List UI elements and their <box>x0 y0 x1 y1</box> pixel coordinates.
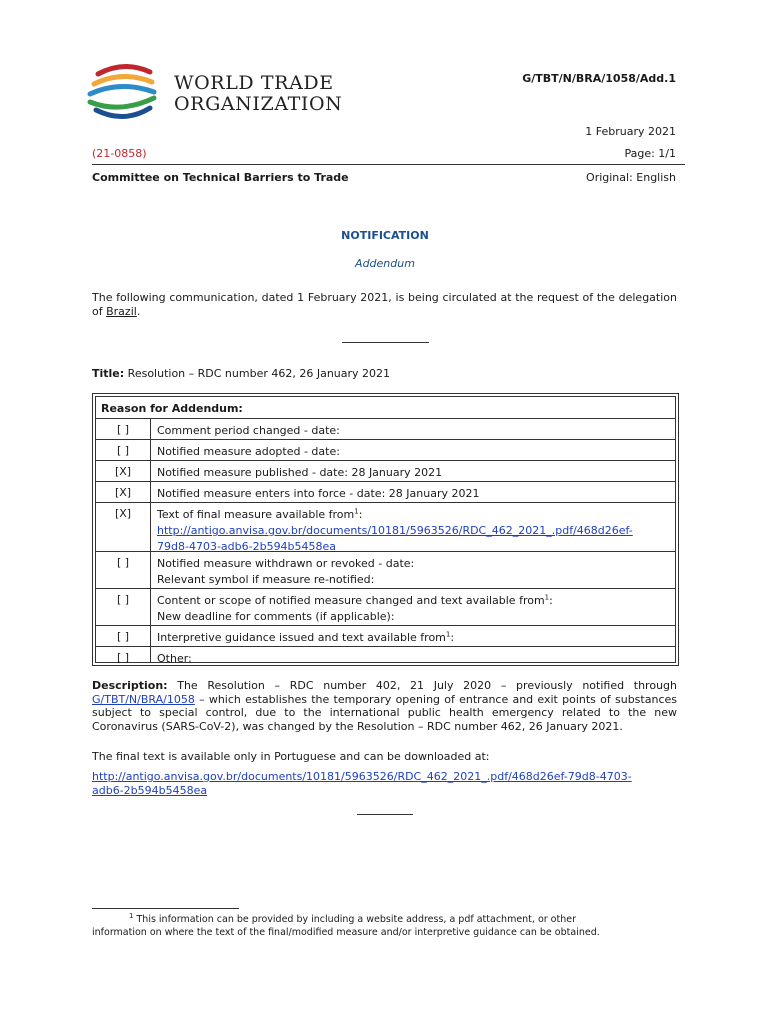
checkbox-mark: [ ] <box>96 440 151 460</box>
footnote-ref: 1 <box>544 593 550 602</box>
document-date: 1 February 2021 <box>585 125 676 138</box>
intro-text: The following communication, dated 1 February 2021, is being circulated at the request of the delegation of <box>92 291 677 318</box>
table-row <box>96 418 675 439</box>
addendum-subheading: Addendum <box>355 257 415 270</box>
row-text-line1: Text of final measure available from <box>157 508 355 521</box>
table-row <box>96 588 675 625</box>
footnote-line1: This information can be provided by including a website address, a pdf attachment, or other <box>133 914 576 925</box>
footnote-number: 1 <box>129 911 134 920</box>
checkbox-mark: [ ] <box>96 589 151 625</box>
row-text-line1: Content or scope of notified measure changed and text available from <box>157 594 545 607</box>
final-text-note: The final text is available only in Portuguese and can be downloaded at: <box>92 750 490 763</box>
intro-paragraph <box>92 291 677 318</box>
reference-number: (21-0858) <box>92 147 147 160</box>
row-text-end: : <box>358 508 363 521</box>
header-divider <box>92 164 685 165</box>
document-symbol: G/TBT/N/BRA/1058/Add.1 <box>522 72 676 85</box>
final-measure-link[interactable]: http://antigo.anvisa.gov.br/documents/10181/5963526/RDC_462_2021_.pdf/468d26ef- <box>157 524 633 537</box>
title-label: Title: <box>92 367 125 380</box>
footnote-rule <box>92 908 239 909</box>
row-text: Notified measure adopted - date: <box>157 445 340 458</box>
footnote-line2: information on where the text of the final/modified measure and/or interpretive guidance can be obtained. <box>92 927 600 938</box>
reason-header: Reason for Addendum: <box>101 402 243 415</box>
row-text <box>157 507 669 555</box>
table-row <box>96 551 675 588</box>
page-number: Page: 1/1 <box>624 147 676 160</box>
intro-text-end: . <box>136 304 141 318</box>
original-language: Original: English <box>586 171 676 184</box>
footnote <box>92 913 600 939</box>
logo-line1: WORLD TRADE <box>174 72 334 94</box>
row-text <box>157 630 669 646</box>
checkbox-mark: [X] <box>96 503 151 551</box>
row-text: Comment period changed - date: <box>157 424 340 437</box>
title-value: Resolution – RDC number 462, 26 January 2021 <box>124 367 391 380</box>
row-text-end: : <box>450 631 455 644</box>
reason-table <box>92 393 679 666</box>
checkbox-mark: [ ] <box>96 552 151 588</box>
notification-heading: NOTIFICATION <box>341 229 429 242</box>
row-text: Other: <box>157 652 192 665</box>
committee-name: Committee on Technical Barriers to Trade <box>92 171 349 184</box>
row-text <box>157 593 669 625</box>
description-text-cont: – which establishes the temporary opening of entrance and exit points of substances subject to special control, due to the international public health emergency related to the new Coronavirus (SARS-CoV-2), was changed by the Resolution – RDC number 462, 26 January 2021. <box>92 692 677 733</box>
checkbox-mark: [ ] <box>96 626 151 646</box>
intro-country: Brazil <box>106 304 137 318</box>
description-text: The Resolution – RDC number 402, 21 July 2020 – previously notified through <box>167 679 677 692</box>
measure-title <box>92 367 390 380</box>
download-link[interactable] <box>92 770 632 798</box>
footnote-ref: 1 <box>445 630 451 639</box>
table-row <box>96 646 675 665</box>
row-text: Notified measure published - date: 28 January 2021 <box>157 466 443 479</box>
row-text: Notified measure enters into force - date: 28 January 2021 <box>157 487 480 500</box>
table-row <box>96 502 675 551</box>
separator-line <box>342 342 429 343</box>
wto-logo <box>84 58 344 128</box>
logo-line2: ORGANIZATION <box>174 93 343 115</box>
download-url-line1[interactable]: http://antigo.anvisa.gov.br/documents/10181/5963526/RDC_462_2021_.pdf/468d26ef-79d8-4703- <box>92 770 632 783</box>
row-text-line2: Relevant symbol if measure re-notified: <box>157 573 375 586</box>
table-row <box>96 481 675 502</box>
checkbox-mark: [ ] <box>96 419 151 439</box>
table-row <box>96 460 675 481</box>
checkbox-mark: [X] <box>96 482 151 502</box>
final-measure-link-cont[interactable]: 79d8-4703-adb6-2b594b5458ea <box>157 540 337 553</box>
table-row <box>96 439 675 460</box>
table-row <box>96 625 675 646</box>
checkbox-mark: [ ] <box>96 647 151 662</box>
row-text <box>157 556 669 588</box>
row-text-end: : <box>549 594 553 607</box>
description-label: Description: <box>92 679 168 692</box>
row-text-line2: New deadline for comments (if applicable): <box>157 610 395 623</box>
row-text-line1: Notified measure withdrawn or revoked - date: <box>157 557 415 570</box>
wto-emblem-icon <box>84 58 164 128</box>
reason-table-inner <box>95 396 676 663</box>
download-url-line2[interactable]: adb6-2b594b5458ea <box>92 784 208 797</box>
checkbox-mark: [X] <box>96 461 151 481</box>
notification-link[interactable]: G/TBT/N/BRA/1058 <box>92 692 195 706</box>
end-separator <box>357 814 413 815</box>
row-text-line1: Interpretive guidance issued and text available from <box>157 631 446 644</box>
description-paragraph <box>92 679 677 733</box>
footnote-ref: 1 <box>354 507 359 516</box>
